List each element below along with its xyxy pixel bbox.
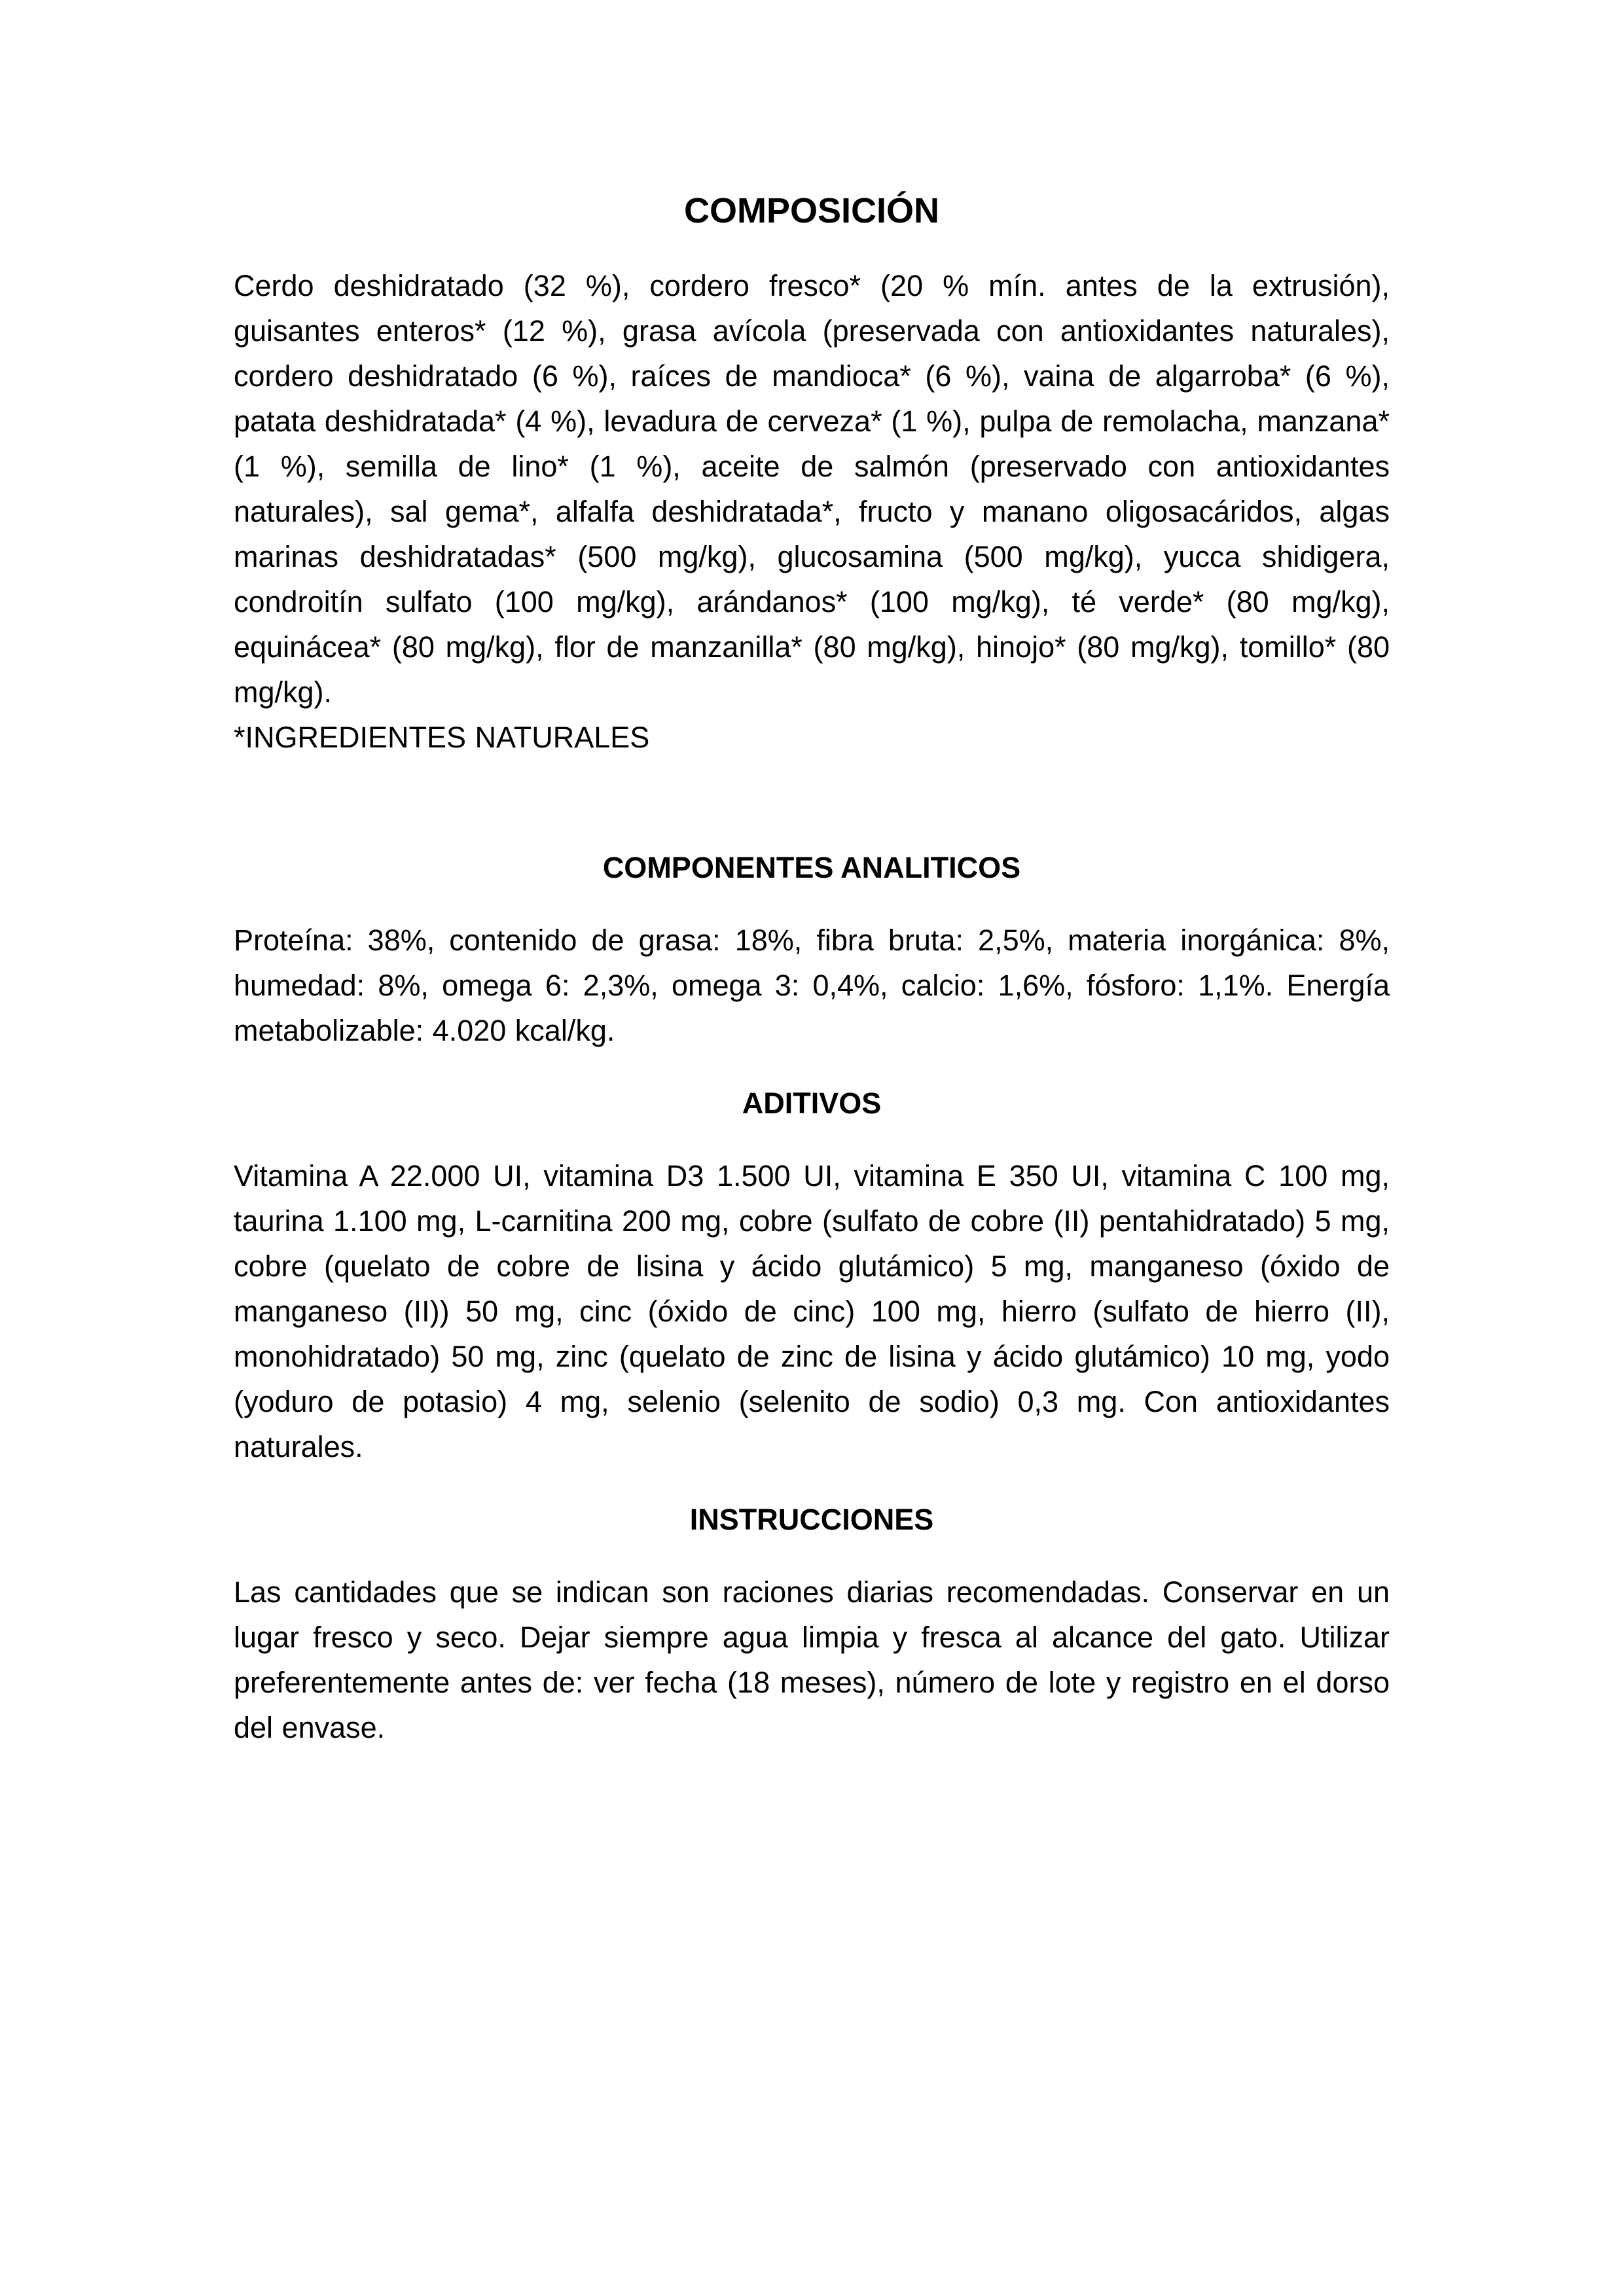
analytical-components-paragraph: Proteína: 38%, contenido de grasa: 18%, fibra bruta: 2,5%, materia inorgánica: 8%, humedad: 8%, omega 6: 2,3%, omega 3: 0,4%, calcio: 1,6%, fósforo: 1,1%. Energía metabolizable: 4.020 kcal/kg. <box>234 924 1390 1047</box>
section-heading-aditivos: ADITIVOS <box>742 1086 882 1120</box>
composition-text: Cerdo deshidratado (32 %), cordero fresco* (20 % mín. antes de la extrusión), guisantes enteros* (12 %), grasa avícola (preservada con antioxidantes naturales), cordero deshidratado (6 %), raíces de mandioca* (6 %), vaina de algarroba* (6 %), patata deshidratada* (4 %), levadura de cerveza* (1 %), pulpa de remolacha, manzana* (1 %), semilla de lino* (1 %), aceite de salmón (preservado con antioxidantes naturales), sal gema*, alfalfa deshidratada*, fructo y manano oligosacáridos, algas marinas deshidratadas* (500 mg/kg), glucosamina (500 mg/kg), yucca shidigera, condroitín sulfato (100 mg/kg), arándanos* (100 mg/kg), té verde* (80 mg/kg), equinácea* (80 mg/kg), flor de manzanilla* (80 mg/kg), hinojo* (80 mg/kg), tomillo* (80 mg/kg). <box>234 269 1390 709</box>
composition-paragraph <box>234 263 1390 760</box>
additives-paragraph: Vitamina A 22.000 UI, vitamina D3 1.500 UI, vitamina E 350 UI, vitamina C 100 mg, taurina 1.100 mg, L-carnitina 200 mg, cobre (sulfato de cobre (II) pentahidratado) 5 mg, cobre (quelato de cobre de lisina y ácido glutámico) 5 mg, manganeso (óxido de manganeso (II)) 50 mg, cinc (óxido de cinc) 100 mg, hierro (sulfato de hierro (II), monohidratado) 50 mg, zinc (quelato de zinc de lisina y ácido glutámico) 10 mg, yodo (yoduro de potasio) 4 mg, selenio (selenito de sodio) 0,3 mg. Con antioxidantes naturales. <box>234 1159 1390 1463</box>
natural-ingredients-note: *INGREDIENTES NATURALES <box>234 721 650 754</box>
section-heading-instrucciones: INSTRUCCIONES <box>689 1503 934 1536</box>
document-title: COMPOSICIÓN <box>683 191 940 230</box>
instructions-paragraph: Las cantidades que se indican son raciones diarias recomendadas. Conservar en un lugar fresco y seco. Dejar siempre agua limpia y fresca al alcance del gato. Utilizar preferentemente antes de: ver fecha (18 meses), número de lote y registro en el dorso del envase. <box>234 1575 1390 1744</box>
section-heading-componentes-analiticos: COMPONENTES ANALITICOS <box>602 851 1021 884</box>
